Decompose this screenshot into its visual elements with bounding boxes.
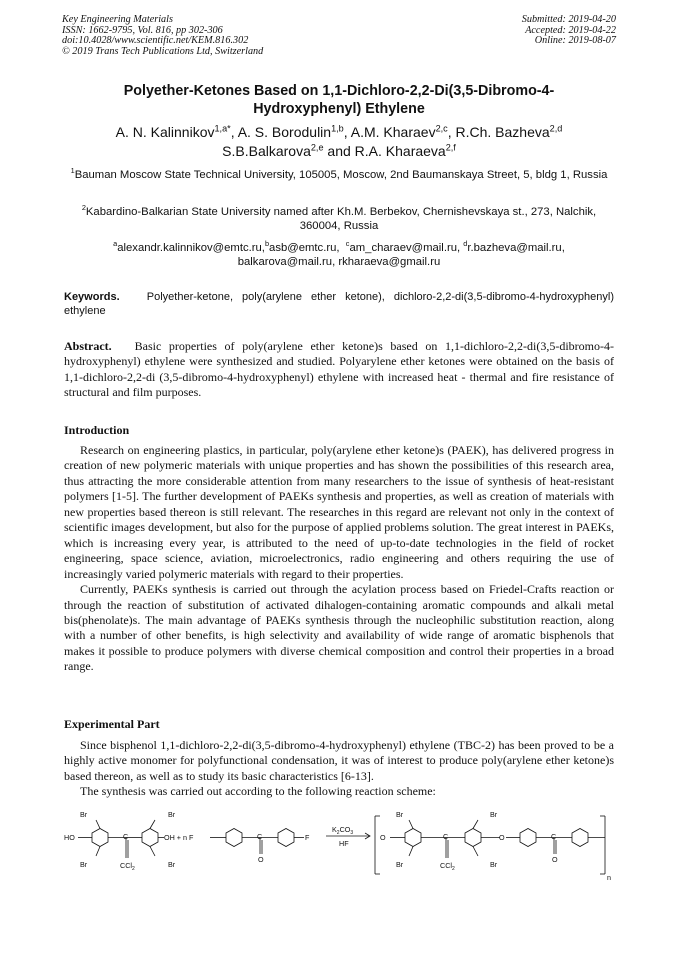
introduction-body: [64, 443, 614, 675]
keywords: [64, 290, 614, 318]
oxygen-label: O: [499, 833, 505, 842]
journal-info: [62, 15, 263, 57]
hydroxyl-label: HO: [64, 833, 75, 842]
author-emails: $^a$alexandr.kalinnikov@emtc.ru,$^b$asb@emtc.ru, $^c$am_charaev@mail.ru, $^d$r.bazheva@mail.ru, balkarova@mail.ru, rkharaeva@gmail.ru: [113, 239, 565, 269]
carbon-label: C: [443, 832, 449, 841]
email-link[interactable]: asb@emtc.ru,: [269, 242, 340, 254]
section-heading-experimental: Experimental Part: [64, 717, 160, 731]
bromine-label: Br: [80, 810, 88, 819]
bromine-label: Br: [168, 860, 176, 869]
catalyst-label: $K_2CO_3$: [332, 825, 354, 836]
email-link[interactable]: am_charaev@mail.ru,: [349, 242, 461, 254]
bromine-label: Br: [490, 860, 498, 869]
doi-line: doi:10.4028/www.scientific.net/KEM.816.302: [62, 35, 249, 47]
fluorine-label: F: [305, 833, 310, 842]
issn-line: ISSN: 1662-9795, Vol. 816, pp 302-306: [62, 24, 223, 36]
accepted-date: Accepted: 2019-04-22: [525, 24, 616, 36]
abstract-text: Basic properties of poly(arylene ether ketone)s based on 1,1-dichloro-2,2-di(3,5-dibromo-4-hydroxyphenyl) ethylene were synthesized and studied. Polyarylene ether ketones were obtained on the basis of 1,1-dichloro-2,2-di (3,5-dibromo-4-hydroxyphenyl) ethylene with increased heat - thermal and fire resistance of structural and film purposes.: [64, 339, 614, 400]
dates-info: [522, 15, 616, 47]
author-list: A. N. Kalinnikov$^{1,a*}$, A. S. Borodulin$^{1,b}$, A.M. Kharaev$^{2,c}$, R.Ch. Bazheva$^{2,d}$ S.B.Balkarova$^{2,e}$ and R.A. Kharaeva$^{2,f}$: [115, 123, 563, 159]
keywords-text: Polyether-ketone, poly(arylene ether ketone), dichloro-2,2-di(3,5-dibromo-4-hydroxyphenyl) ethylene: [64, 291, 615, 317]
email-link[interactable]: balkarova@mail.ru, rkharaeva@gmail.ru: [237, 256, 441, 269]
bromine-label: Br: [490, 810, 498, 819]
reagent-label: OH + n F: [164, 833, 194, 842]
affiliation-2: $^2$Kabardino-Balkarian State University named after Kh.M. Berbekov, Chernishevskaya st., 273, Nalchik, 360004, Russia: [81, 203, 597, 233]
oxygen-label: O: [552, 855, 558, 864]
bromine-label: Br: [168, 810, 176, 819]
dichloro-label: CCl$_2$: [120, 861, 135, 872]
dichloro-label: CCl$_2$: [440, 861, 455, 872]
paragraph: The synthesis was carried out according to the following reaction scheme:: [80, 784, 436, 799]
abstract-label: Abstract.: [64, 339, 112, 353]
online-date: Online: 2019-08-07: [534, 35, 616, 47]
oxygen-label: O: [258, 855, 264, 864]
carbon-label: C: [551, 832, 557, 841]
experimental-body: [64, 738, 614, 800]
bromine-label: Br: [396, 810, 404, 819]
carbon-label: C: [123, 832, 129, 841]
carbon-label: C: [257, 832, 263, 841]
reaction-scheme: [60, 806, 620, 896]
email-link[interactable]: alexandr.kalinnikov@emtc.ru,: [117, 242, 265, 254]
affiliation-1: $^1$Bauman Moscow State Technical University, 105005, Moscow, 2nd Baumanskaya Street, 5, bldg 1, Russia: [70, 166, 608, 181]
paragraph: Since bisphenol 1,1-dichloro-2,2-di(3,5-dibromo-4-hydroxyphenyl) ethylene (TBC-2) has been proved to be a highly active monomer for polyfunctional condensation, it was of interest to produce poly(arylene ether ketone)s based thereon, as well as to study its basic characteristics [6-13].: [64, 738, 614, 783]
oxygen-label: O: [380, 833, 386, 842]
submitted-date: Submitted: 2019-04-20: [521, 14, 616, 25]
keywords-label: Keywords.: [64, 291, 120, 303]
bromine-label: Br: [80, 860, 88, 869]
email-link[interactable]: r.bazheva@mail.ru,: [467, 242, 565, 254]
abstract: [64, 339, 614, 401]
repeat-unit-n: n: [607, 873, 611, 882]
journal-name: Key Engineering Materials: [62, 14, 173, 25]
section-heading-introduction: Introduction: [64, 423, 130, 437]
paragraph: Currently, PAEKs synthesis is carried out through the acylation process based on Friedel-Crafts reaction or through the reaction of substitution of activated dihalogen-containing aromatic compounds and alkali metal bis(phenolate)s. The main advantage of PAEKs synthesis through the nucleophilic substitution reaction, along with a number of other benefits, is high selectivity and availability of wide range of aromatic bisphenols that makes it possible to produce polymers with diverse chemical composition and control their properties in a broad range.: [64, 582, 614, 674]
paper-title: Polyether-Ketones Based on 1,1-Dichloro-2,2-Di(3,5-Dibromo-4- Hydroxyphenyl) Ethylene: [123, 83, 555, 117]
paragraph: Research on engineering plastics, in particular, poly(arylene ether ketone)s (PAEK), has delivered progress in creation of new polymeric materials with unique properties and has shown the possibilities of this research area, thus attracting the more considerable attention from many researchers to the issue of synthesis of heat-resistant polymers [1-5]. The further development of PAEKs synthesis and properties, as well as creation of materials with new properties based thereon is still relevant. The researches in this regard are relevant not only in the context of scientific images development, but also for the purpose of applied problems solution. The great interest in PAEKs, which is increasing every year, is attributed to the need of up-to-date technologies in the field of rocket engineering, space science, aviation, microelectronics, radio engineering and others requiring the use of increasingly varied polymeric materials with regard to their properties.: [64, 443, 614, 581]
bromine-label: Br: [396, 860, 404, 869]
copyright-line: © 2019 Trans Tech Publications Ltd, Switzerland: [62, 45, 264, 57]
byproduct-label: HF: [339, 839, 349, 848]
